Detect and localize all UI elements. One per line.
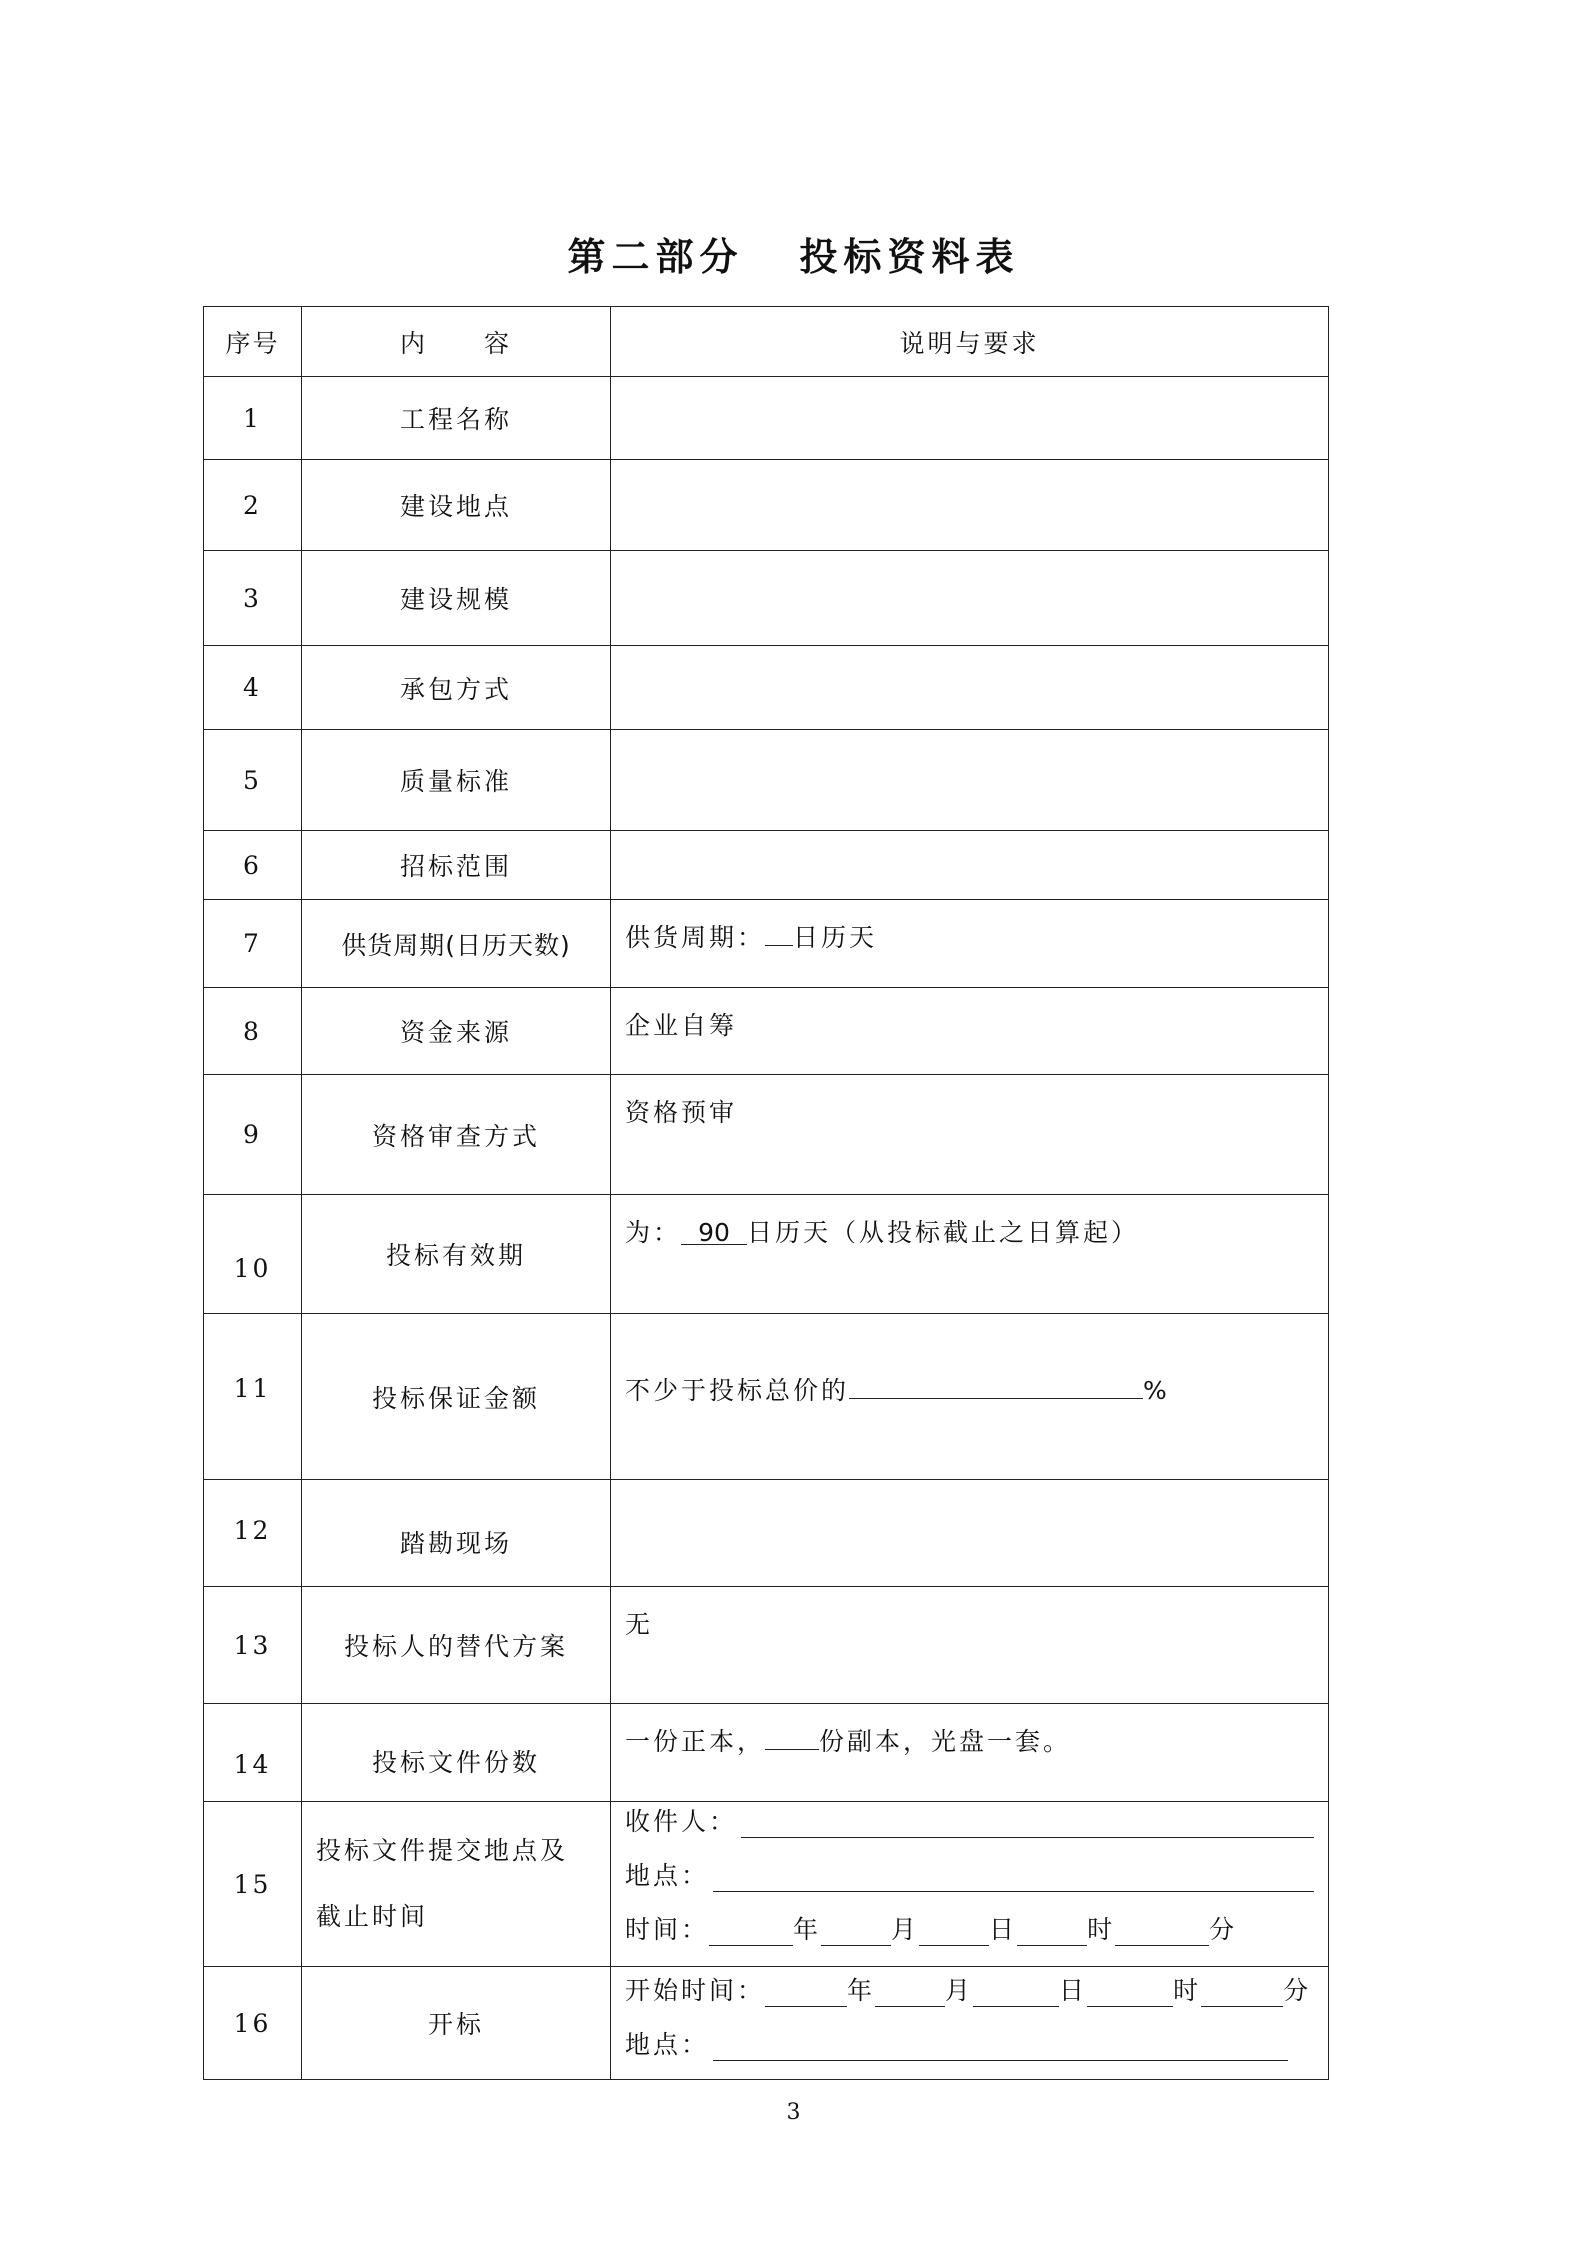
copies-original: 一份正本， [625,1727,766,1756]
row-no: 6 [204,831,302,900]
row-no: 8 [204,988,302,1075]
header-desc: 说明与要求 [611,307,1329,377]
hour-blank[interactable] [1017,1919,1087,1946]
row-desc [611,1314,1329,1480]
row-no: 14 [204,1704,302,1802]
row-item: 踏勘现场 [302,1480,611,1587]
row-desc: 企业自筹 [611,988,1329,1075]
minute-label: 分 [1283,1976,1312,2005]
bond-unit: % [1143,1375,1170,1405]
table-row [204,831,1329,900]
row-item: 供货周期(日历天数) [302,900,611,988]
table-row [204,1802,1329,1967]
table-row [204,1075,1329,1195]
page-title [0,226,1587,281]
copies-note: 份副本，光盘一套。 [819,1727,1072,1756]
bond-percent-blank[interactable] [849,1372,1143,1399]
place-line [625,1838,1314,1892]
row-no: 9 [204,1075,302,1195]
table-row [204,1587,1329,1704]
recipient-line [625,1802,1314,1838]
month-label: 月 [891,1915,920,1944]
month-blank[interactable] [875,1980,945,2007]
row-item: 资金来源 [302,988,611,1075]
bond-label: 不少于投标总价的 [625,1375,850,1405]
row-desc [611,831,1329,900]
day-blank[interactable] [919,1919,989,1946]
table-header-row [204,307,1329,377]
start-time-label: 开始时间： [625,1976,766,2005]
row-no: 3 [204,551,302,646]
opening-place-line [625,2007,1314,2061]
table-row [204,1967,1329,2080]
recipient-blank[interactable] [741,1809,1314,1838]
minute-blank[interactable] [1201,1980,1283,2007]
row-no: 2 [204,460,302,551]
page-title-name: 投标资料表 [799,234,1020,279]
minute-blank[interactable] [1115,1919,1209,1946]
row-no: 11 [204,1314,302,1480]
year-blank[interactable] [765,1980,847,2007]
row-no: 16 [204,1967,302,2080]
year-blank[interactable] [709,1919,793,1946]
copies-count-blank[interactable] [765,1723,819,1750]
row-desc [611,1195,1329,1314]
submission-item-line2: 截止时间 [316,1902,429,1931]
table-row [204,988,1329,1075]
row-desc: 资格预审 [611,1075,1329,1195]
delivery-unit: 日历天 [793,923,878,952]
table-row [204,1704,1329,1802]
table-row [204,377,1329,460]
row-item: 投标人的替代方案 [302,1587,611,1704]
row-item: 工程名称 [302,377,611,460]
hour-label: 时 [1087,1915,1116,1944]
row-item: 承包方式 [302,646,611,730]
validity-days-value[interactable]: 90 [681,1218,747,1245]
place-blank[interactable] [713,1863,1314,1892]
submission-item-line1: 投标文件提交地点及 [316,1836,569,1865]
delivery-days-blank[interactable] [765,919,793,946]
validity-note: 日历天（从投标截止之日算起） [747,1218,1140,1247]
row-desc [611,1480,1329,1587]
row-desc: 无 [611,1587,1329,1704]
row-desc [611,900,1329,988]
row-desc [611,1967,1329,2080]
row-item: 投标保证金额 [302,1314,611,1480]
place-label: 地点： [625,2030,710,2059]
row-item: 建设规模 [302,551,611,646]
row-desc [611,1802,1329,1967]
table-row [204,460,1329,551]
month-label: 月 [945,1976,974,2005]
row-item [302,1802,611,1967]
row-no: 5 [204,730,302,831]
table-row [204,1195,1329,1314]
hour-label: 时 [1173,1976,1202,2005]
deadline-line [625,1892,1314,1946]
table-row [204,646,1329,730]
header-item: 内 容 [302,307,611,377]
hour-blank[interactable] [1087,1980,1173,2007]
table-row [204,900,1329,988]
time-label: 时间： [625,1915,710,1944]
header-no: 序号 [204,307,302,377]
year-label: 年 [793,1915,822,1944]
table-row [204,730,1329,831]
row-no: 12 [204,1480,302,1587]
row-desc [611,551,1329,646]
validity-label: 为： [625,1218,682,1247]
page-title-part: 第二部分 [567,234,744,279]
day-label: 日 [989,1915,1018,1944]
row-no: 10 [204,1195,302,1314]
row-no: 1 [204,377,302,460]
place-blank[interactable] [713,2032,1288,2061]
table-row [204,1314,1329,1480]
row-item: 投标有效期 [302,1195,611,1314]
row-item: 资格审查方式 [302,1075,611,1195]
table-row [204,551,1329,646]
row-no: 4 [204,646,302,730]
row-desc [611,646,1329,730]
recipient-label: 收件人： [625,1807,738,1836]
row-no: 15 [204,1802,302,1967]
place-label: 地点： [625,1861,710,1890]
bid-data-table [203,306,1329,2080]
day-label: 日 [1059,1976,1088,2005]
row-desc [611,730,1329,831]
row-no: 7 [204,900,302,988]
page-number: 3 [786,2100,801,2125]
row-desc [611,1704,1329,1802]
row-item: 质量标准 [302,730,611,831]
row-item: 投标文件份数 [302,1704,611,1802]
row-no: 13 [204,1587,302,1704]
row-item: 招标范围 [302,831,611,900]
row-item: 开标 [302,1967,611,2080]
row-item: 建设地点 [302,460,611,551]
minute-label: 分 [1209,1915,1238,1944]
delivery-label: 供货周期： [625,923,766,952]
day-blank[interactable] [973,1980,1059,2007]
opening-time-line [625,1967,1314,2007]
month-blank[interactable] [821,1919,891,1946]
table-row [204,1480,1329,1587]
year-label: 年 [847,1976,876,2005]
row-desc [611,460,1329,551]
row-desc [611,377,1329,460]
